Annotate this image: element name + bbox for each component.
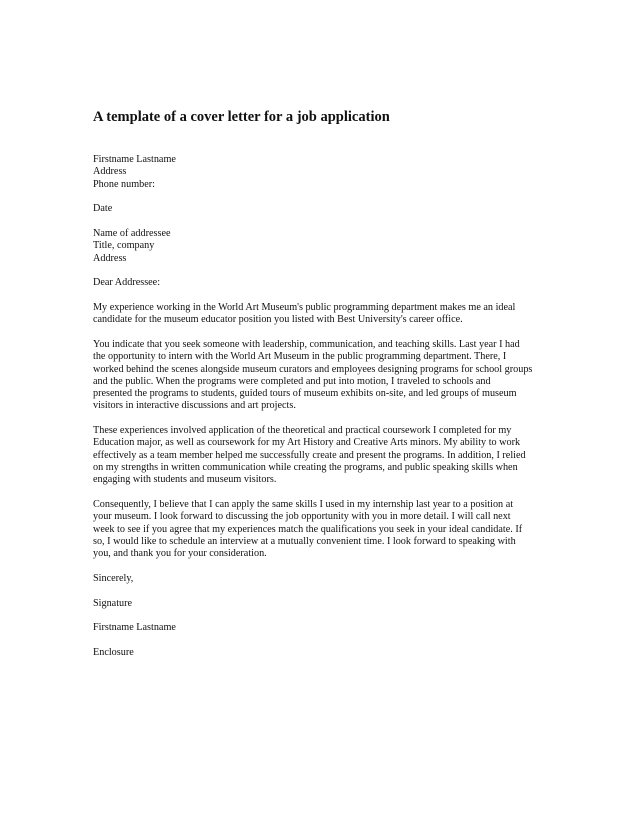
paragraph-line: effectively as a team member helped me successfully create and present the programs. In addition, I relied [93,449,526,461]
paragraph-line: candidate for the museum educator position you listed with Best University's career office. [93,314,463,326]
paragraph-line: your museum. I look forward to discussing the job opportunity with you in more detail. I will call next [93,511,511,523]
recipient-name: Name of addressee [93,227,171,239]
body-paragraph-2 [93,339,553,413]
paragraph-line: These experiences involved application of the theoretical and practical coursework I completed for my [93,425,512,437]
body-paragraph-3 [93,425,553,486]
recipient-title: Title, company [93,240,155,252]
paragraph-line: so, I would like to schedule an interview at a mutually convenient time. I look forward to speaking with [93,535,516,547]
date-block [93,203,553,215]
paragraph-line: My experience working in the World Art Museum's public programming department makes me an ideal [93,301,516,313]
paragraph-line: the opportunity to intern with the World Art Museum in the public programming department. There, I [93,351,507,363]
paragraph-line: You indicate that you seek someone with leadership, communication, and teaching skills. Last year I had [93,338,520,350]
paragraph-line: and the public. When the programs were completed and put into motion, I traveled to schools and [93,375,491,387]
letter-date: Date [93,203,113,215]
paragraph-line: Consequently, I believe that I can apply the same skills I used in my internship last year to a position at [93,498,514,510]
enclosure: Enclosure [93,646,134,658]
closing: Sincerely, [93,572,134,584]
salutation: Dear Addressee: [93,277,161,289]
paragraph-line: on my strengths in written communication while creating the programs, and public speaking skills when [93,461,518,473]
paragraph-line: Education major, as well as coursework for my Art History and Creative Arts minors. My ability to work [93,437,521,449]
paragraph-line: worked behind the scenes alongside museum curators and employees designing programs for school groups [93,363,533,375]
body-paragraph-4 [93,499,553,560]
signer-block [93,622,553,634]
sender-name: Firstname Lastname [93,154,176,165]
document-title: A template of a cover letter for a job application [93,109,390,125]
letter-page [93,108,553,672]
paragraph-line: engaging with students and museum visitors. [93,474,277,486]
paragraph-line: visitors in interactive discussions and art projects. [93,400,296,412]
signature: Signature [93,597,133,609]
sender-phone: Phone number: [93,178,155,190]
signature-block [93,598,553,610]
signer-name: Firstname Lastname [93,622,176,634]
sender-block [93,154,553,191]
salutation-block [93,277,553,289]
paragraph-line: week to see if you agree that my experiences match the qualifications you seek in your ideal candidate. If [93,523,523,535]
enclosure-block [93,647,553,659]
recipient-address: Address [93,252,127,264]
sender-address: Address [93,166,127,178]
recipient-block [93,228,553,265]
body-paragraph-1 [93,302,553,327]
paragraph-line: you, and thank you for your consideration. [93,548,267,560]
paragraph-line: presented the programs to students, guided tours of museum exhibits on-site, and led groups of museum [93,388,517,400]
closing-block [93,573,553,585]
